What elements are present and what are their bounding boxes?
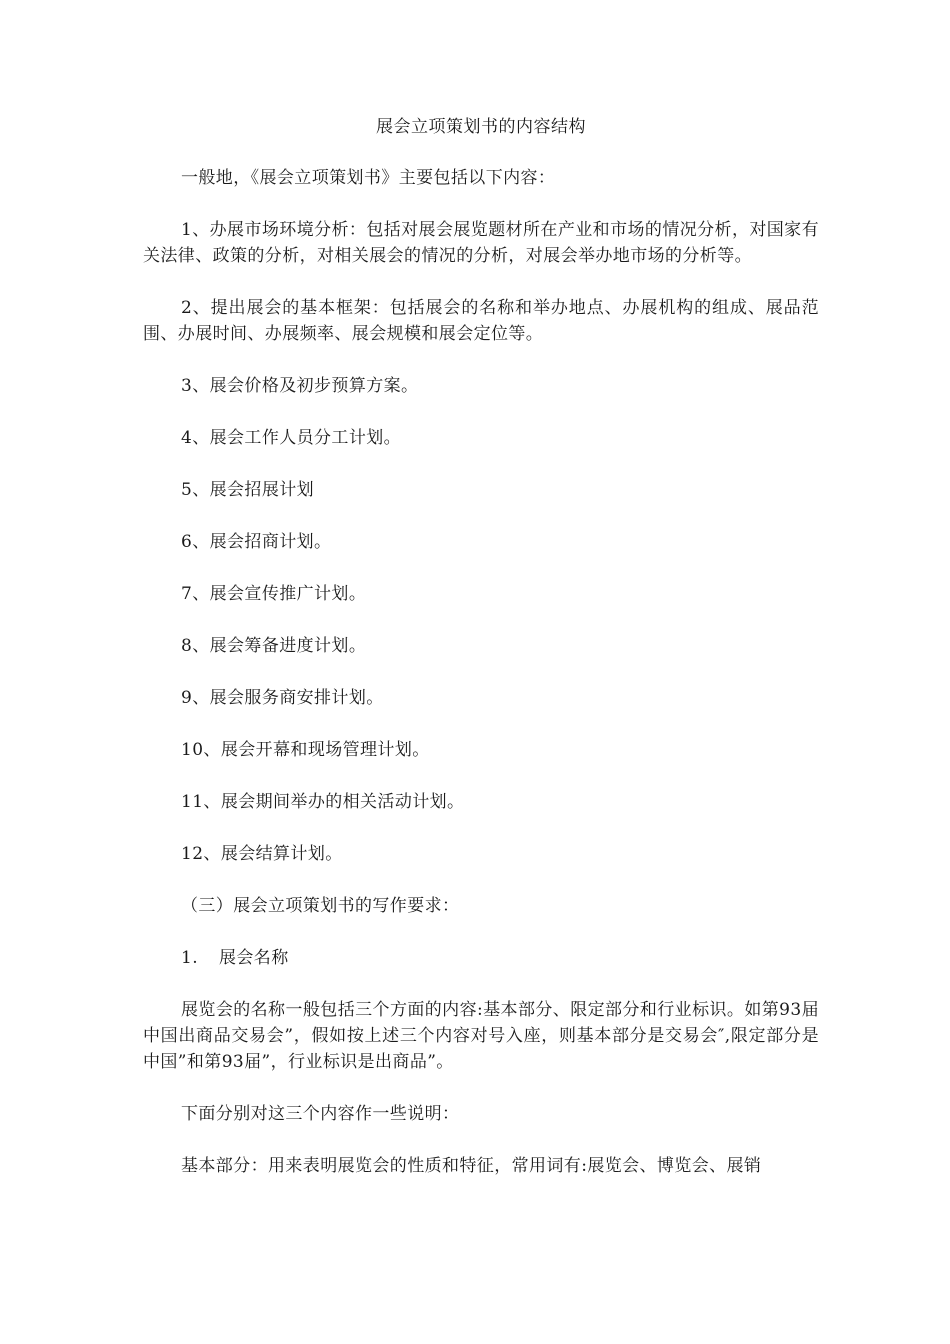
- document-title: 展会立项策划书的内容结构: [376, 117, 586, 137]
- list-item: 7、展会宣传推广计划。: [181, 584, 367, 604]
- section-heading: （三）展会立项策划书的写作要求：: [181, 896, 460, 916]
- list-item: 11、展会期间举办的相关活动计划。: [181, 792, 465, 812]
- sub-heading: [143, 945, 819, 971]
- explain-paragraph: 下面分别对这三个内容作一些说明：: [181, 1104, 460, 1124]
- list-item: 3、展会价格及初步预算方案。: [181, 376, 419, 396]
- list-item: 8、展会筹备进度计划。: [181, 636, 367, 656]
- list-item: 5、展会招展计划: [181, 480, 315, 500]
- list-item: 4、展会工作人员分工计划。: [181, 428, 402, 448]
- list-item: 9、展会服务商安排计划。: [181, 688, 384, 708]
- list-item: 2、提出展会的基本框架：包括展会的名称和举办地点、办展机构的组成、展品范围、办展时间、办展频率、展会规模和展会定位等。: [143, 298, 819, 344]
- sub-heading-text: 展会名称: [219, 948, 289, 968]
- basic-part-paragraph: 基本部分：用来表明展览会的性质和特征，常用词有:展览会、博览会、展销: [181, 1156, 762, 1176]
- sub-heading-number: 1.: [181, 948, 199, 968]
- list-item: 10、展会开幕和现场管理计划。: [181, 740, 430, 760]
- list-item: 12、展会结算计划。: [181, 844, 343, 864]
- intro-paragraph: 一般地，《展会立项策划书》主要包括以下内容：: [181, 168, 556, 188]
- list-item: 1、办展市场环境分析：包括对展会展览题材所在产业和市场的情况分析，对国家有关法律、政策的分析，对相关展会的情况的分析，对展会举办地市场的分析等。: [143, 220, 819, 266]
- document-body: [143, 114, 819, 1205]
- list-item: 6、展会招商计划。: [181, 532, 332, 552]
- name-paragraph: 展览会的名称一般包括三个方面的内容:基本部分、限定部分和行业标识。如第93届中国出商品交易会”，假如按上述三个内容对号入座，则基本部分是交易会″,限定部分是中国”和第93届”，行业标识是出商品”。: [143, 1000, 819, 1072]
